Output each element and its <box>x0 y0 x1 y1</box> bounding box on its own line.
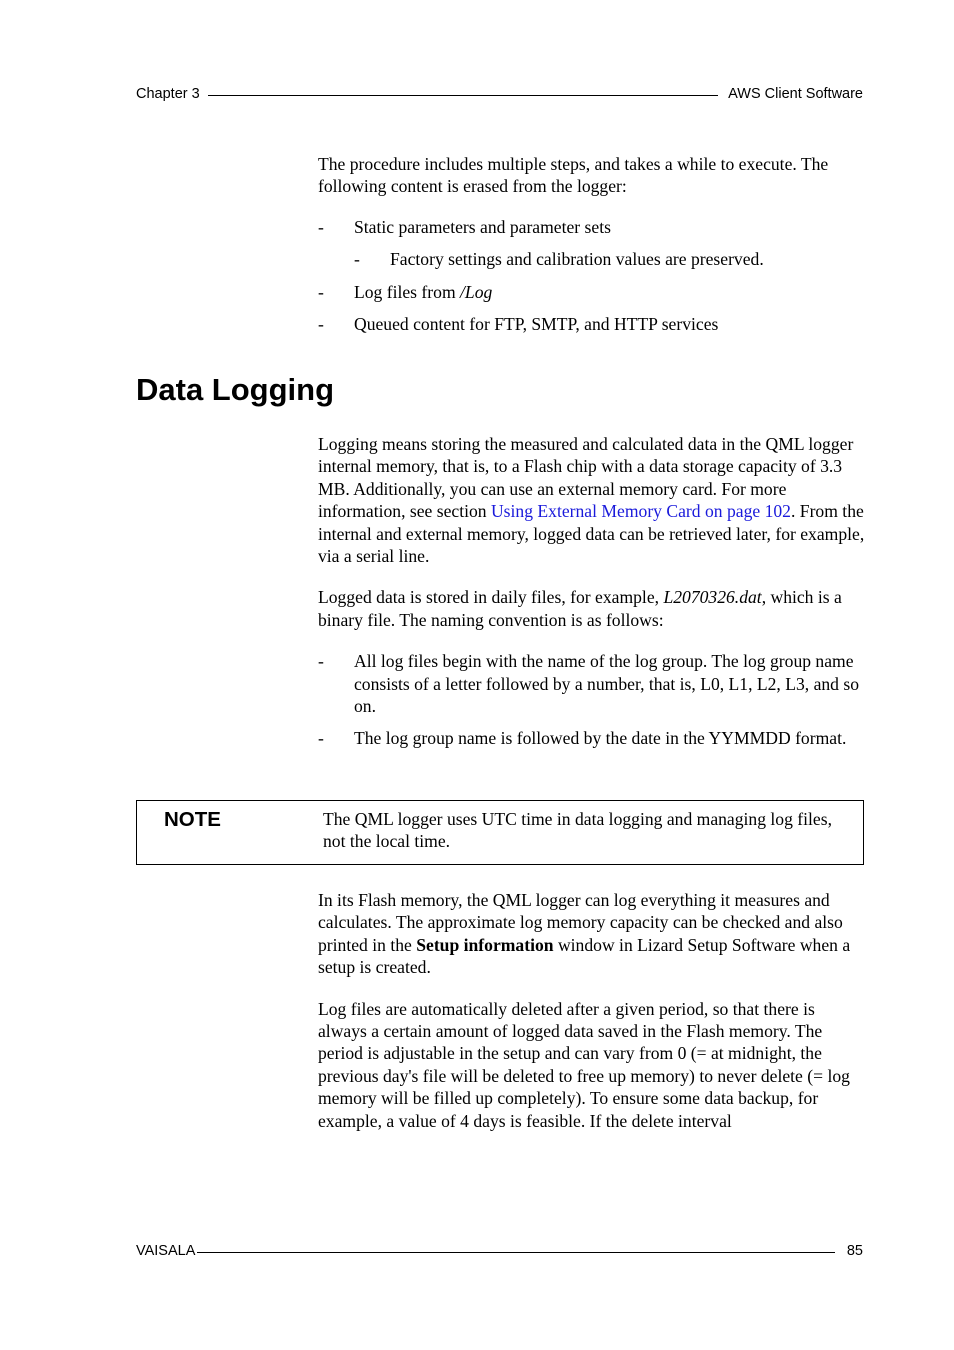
sub-list-item-text: Factory settings and calibration values are preserved. <box>390 249 764 270</box>
list-item <box>318 216 866 238</box>
text-run: , which is a binary file. The naming convention is as follows: <box>318 587 842 630</box>
list-item <box>318 727 866 749</box>
text-run: In its Flash memory, the QML logger can log everything it measures and calculates. The approximate log memory capacity can be checked and also printed in the <box>318 890 843 955</box>
intro-paragraph: The procedure includes multiple steps, and takes a while to execute. The following content is erased from the logger: <box>318 154 829 197</box>
dash-bullet: - <box>318 651 324 672</box>
text-run: Logged data is stored in daily files, for example, <box>318 587 664 608</box>
page-footer <box>136 1243 863 1259</box>
text-run: window in Lizard Setup Software when a setup is created. <box>318 934 851 978</box>
intro-block <box>318 153 866 335</box>
section-title: Data Logging <box>136 372 335 407</box>
dash-bullet: - <box>318 314 324 335</box>
list-item-text: The log group name is followed by the date in the YYMMDD format. <box>354 728 847 749</box>
chapter-label: Chapter 3 <box>136 86 200 102</box>
list-item <box>318 313 866 335</box>
dash-bullet: - <box>318 281 324 302</box>
sub-list-item <box>318 248 866 270</box>
list-item-text: Log files from <box>354 281 461 302</box>
list-item <box>318 650 866 717</box>
sub-list <box>318 248 866 270</box>
page-header <box>136 86 863 106</box>
erased-content-list-cont <box>318 281 866 336</box>
header-rule <box>208 95 718 96</box>
text-run: Logging means storing the measured and calculated data in the QML logger internal memory, that is, to a Flash chip with a data storage capacity of 3.3 MB. Additionally, you can use an external memory card. For more information, see section <box>318 434 854 522</box>
paragraph-log-deletion: Log files are automatically deleted after a given period, so that there is always a certain amount of logged data saved in the Flash memory. The period is adjustable in the setup and can vary from 0 (= at midnight, the previous day's file will be deleted to free up memory) to never delete (= log memory will be filled up completely). To ensure some data backup, for example, a value of 4 days is feasible. If the delete interval <box>318 998 850 1131</box>
list-item-text: Static parameters and parameter sets <box>354 216 611 237</box>
paragraph-daily-files <box>318 586 866 631</box>
note-box <box>136 800 864 865</box>
note-text: The QML logger uses UTC time in data logging and managing log files, not the local time. <box>323 809 832 852</box>
setup-information-term: Setup information <box>416 934 554 955</box>
list-item <box>318 281 866 303</box>
page-number: 85 <box>846 1243 863 1259</box>
dash-bullet: - <box>354 249 360 270</box>
paragraph-logging <box>318 433 866 567</box>
header-title: AWS Client Software <box>728 86 863 102</box>
log-path: /Log <box>460 281 493 302</box>
file-name-example: L2070326.dat <box>663 587 762 608</box>
erased-content-list <box>318 216 866 238</box>
text-run: . From the internal and external memory, logged data can be retrieved later, for example, via a serial line. <box>318 501 865 567</box>
section-body <box>318 433 866 750</box>
after-note-body <box>318 889 866 1132</box>
dash-bullet: - <box>318 216 324 237</box>
memory-card-link[interactable]: Using External Memory Card on page 102 <box>490 501 791 522</box>
dash-bullet: - <box>318 728 324 749</box>
list-item-text: Queued content for FTP, SMTP, and HTTP services <box>354 314 719 335</box>
note-label: NOTE <box>164 808 221 831</box>
naming-convention-list <box>318 650 866 750</box>
paragraph-flash-memory <box>318 889 866 979</box>
company-name: VAISALA <box>136 1243 196 1259</box>
list-item-text: All log files begin with the name of the log group. The log group name consists of a letter followed by a number, that is, L0, L1, L2, L3, and so on. <box>354 651 860 717</box>
footer-rule <box>197 1252 834 1253</box>
